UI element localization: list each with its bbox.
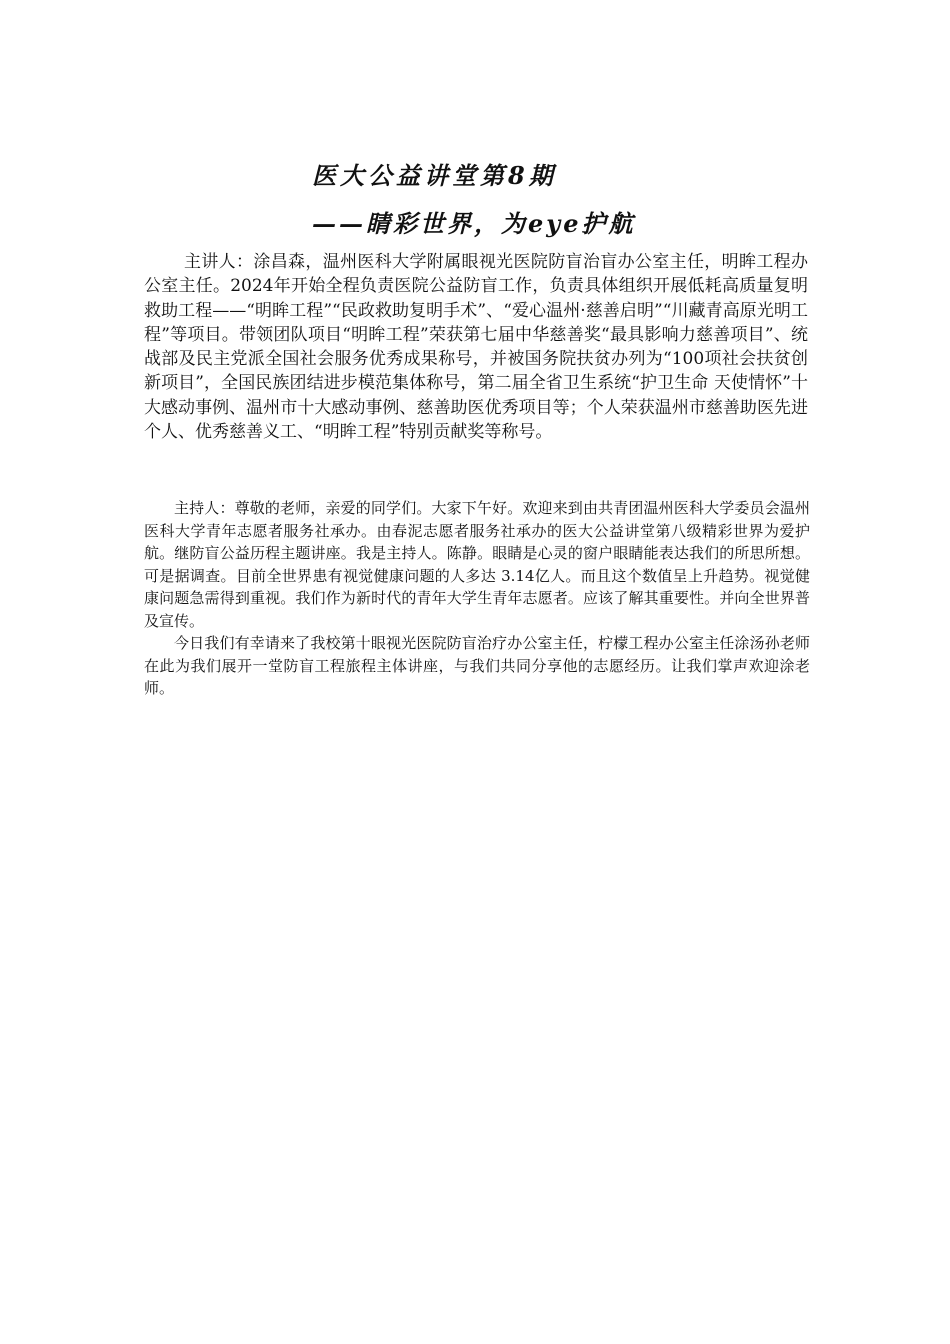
host-remarks	[144, 497, 810, 700]
host-paragraph-1: 主持人：尊敬的老师，亲爱的同学们。大家下午好。欢迎来到由共青团温州医科大学委员会温州医科大学青年志愿者服务社承办。由春泥志愿者服务社承办的医大公益讲堂第八级精彩世界为爱护航。继防盲公益历程主题讲座。我是主持人。陈静。眼睛是心灵的窗户眼睛能表达我们的所思所想。可是据调查。目前全世界患有视觉健康问题的人多达 3.14亿人。而且这个数值呈上升趋势。视觉健康问题急需得到重视。我们作为新时代的青年大学生青年志愿者。应该了解其重要性。并向全世界普及宣传。	[144, 499, 810, 630]
document-title: 医大公益讲堂第8期	[312, 161, 557, 190]
document-subtitle: ——睛彩世界，为eye护航	[312, 209, 636, 238]
host-paragraph-2: 今日我们有幸请来了我校第十眼视光医院防盲治疗办公室主任，柠檬工程办公室主任涂汤孙老师在此为我们展开一堂防盲工程旅程主体讲座，与我们共同分享他的志愿经历。让我们掌声欢迎涂老师。	[144, 634, 810, 697]
speaker-introduction: 主讲人：涂昌森，温州医科大学附属眼视光医院防盲治盲办公室主任，明眸工程办公室主任。2024年开始全程负责医院公益防盲工作，负责具体组织开展低耗高质量复明救助工程——“明眸工程”“民政救助复明手术”、“爱心温州·慈善启明”“川藏青高原光明工程”等项目。带领团队项目“明眸工程”荣获第七届中华慈善奖“最具影响力慈善项目”、统战部及民主党派全国社会服务优秀成果称号，并被国务院扶贫办列为“100项社会扶贫创新项目”，全国民族团结进步模范集体称号，第二届全省卫生系统“护卫生命 天使情怀”十大感动事例、温州市十大感动事例、慈善助医优秀项目等；个人荣获温州市慈善助医先进个人、优秀慈善义工、“明眸工程”特别贡献奖等称号。	[144, 252, 808, 443]
